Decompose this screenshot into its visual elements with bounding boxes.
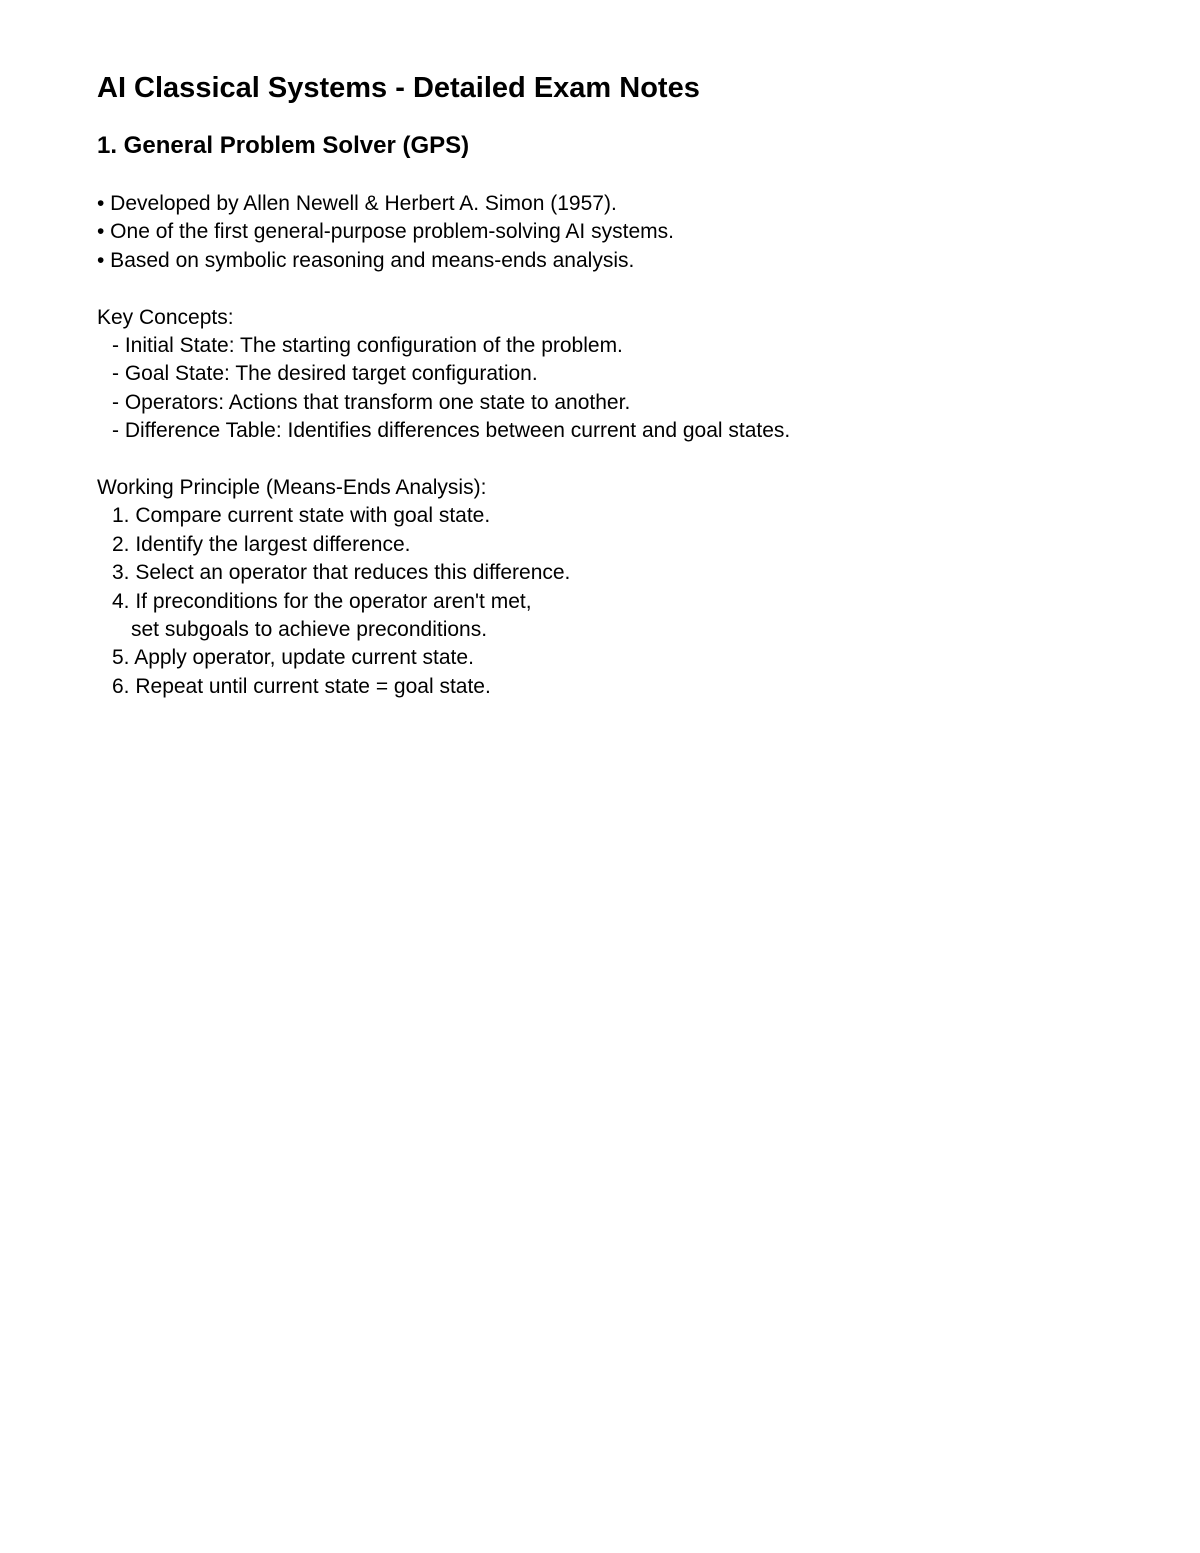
key-concept-item: - Operators: Actions that transform one state to another. bbox=[112, 390, 631, 414]
step-item: 3. Select an operator that reduces this difference. bbox=[112, 561, 571, 585]
step-item: 1. Compare current state with goal state. bbox=[112, 504, 491, 528]
working-principle-label: Working Principle (Means-Ends Analysis): bbox=[97, 476, 487, 500]
key-concepts-label: Key Concepts: bbox=[97, 305, 234, 329]
bullet-item: • Based on symbolic reasoning and means-ends analysis. bbox=[97, 248, 635, 272]
step-item-continuation: set subgoals to achieve preconditions. bbox=[131, 618, 488, 642]
document-title: AI Classical Systems - Detailed Exam Notes bbox=[97, 72, 700, 104]
section-heading-gps: 1. General Problem Solver (GPS) bbox=[97, 132, 470, 159]
step-item: 5. Apply operator, update current state. bbox=[112, 646, 474, 670]
document-content bbox=[97, 68, 1097, 701]
step-item: 6. Repeat until current state = goal state. bbox=[112, 674, 491, 698]
step-item: 4. If preconditions for the operator aren't met, bbox=[112, 589, 532, 613]
key-concept-item: - Initial State: The starting configuration of the problem. bbox=[112, 334, 623, 358]
bullet-item: • One of the first general-purpose problem-solving AI systems. bbox=[97, 220, 674, 244]
gps-bullet-list bbox=[97, 190, 1097, 275]
key-concept-item: - Difference Table: Identifies differences between current and goal states. bbox=[112, 419, 791, 443]
key-concepts-block bbox=[97, 304, 1097, 446]
bullet-item: • Developed by Allen Newell & Herbert A. Simon (1957). bbox=[97, 192, 617, 215]
working-principle-block bbox=[97, 474, 1097, 701]
key-concept-item: - Goal State: The desired target configuration. bbox=[112, 362, 538, 386]
step-item: 2. Identify the largest difference. bbox=[112, 532, 411, 556]
